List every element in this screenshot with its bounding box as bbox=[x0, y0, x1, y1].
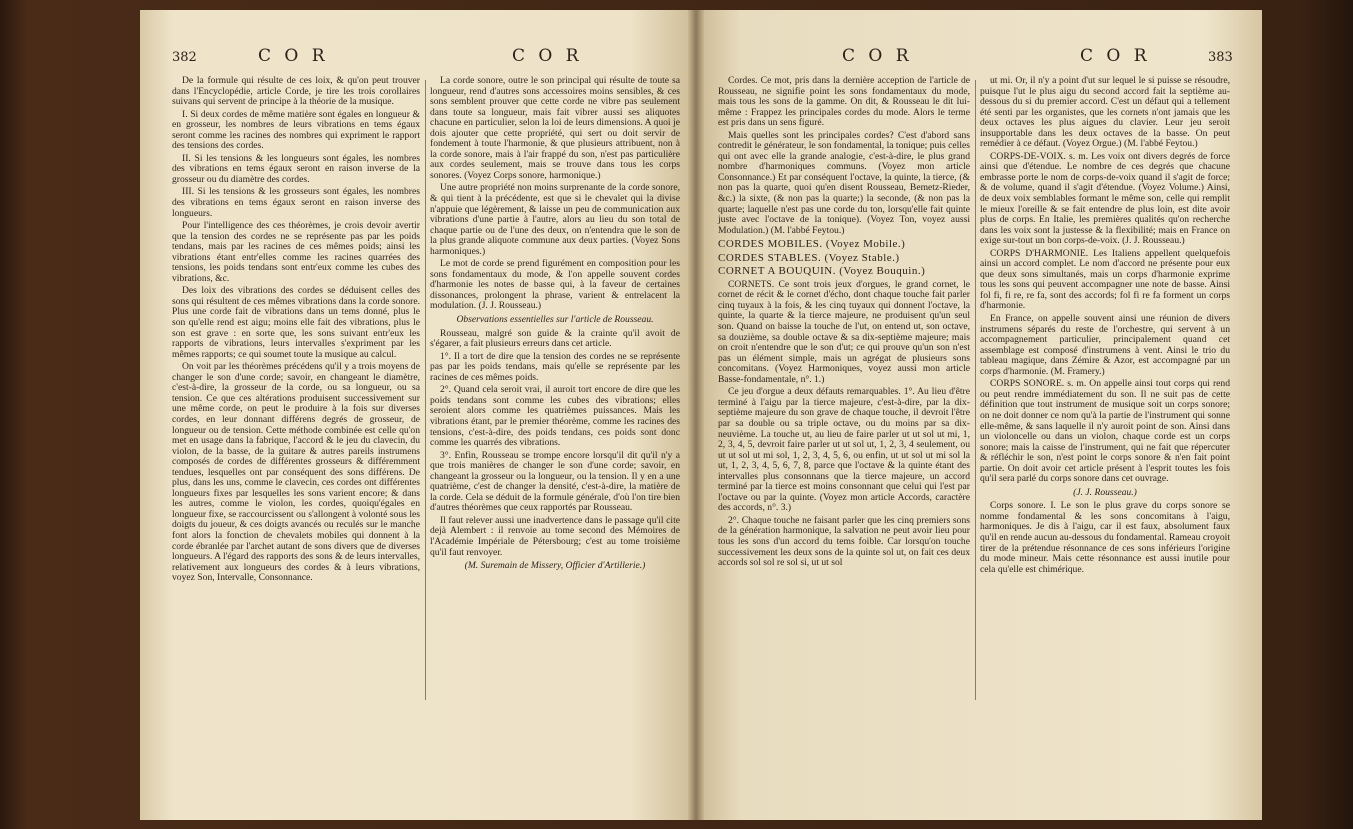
paragraph: Rousseau, malgré son guide & la crainte qu'il avoit de s'égarer, a fait plusieurs erreurs dans cet article. bbox=[430, 327, 680, 350]
paragraph: 1°. Il a tort de dire que la tension des cordes ne se représente pas par les poids tendans, mais qu'elle se représente par les racines de ces mêmes poids. bbox=[430, 350, 680, 383]
paragraph: ut mi. Or, il n'y a point d'ut sur lequel le si puisse se résoudre, puisque l'ut le plus aigu du second accord fait la septième au-dessous du si du premier accord. C'est un défaut qui a tellement été senti par les organistes, que les cornets n'ont jamais que les deux octaves les plus aigues du clavier. Leur jeu seroit insupportable dans les deux octaves de la basse. On peut remédier à ce défaut. (Voyez Orgue.) (M. l'abbé Feytou.) bbox=[980, 75, 1230, 150]
left-page-number: 382 bbox=[172, 50, 197, 65]
right-page-number: 383 bbox=[1208, 50, 1233, 65]
paragraph: CORPS-DE-VOIX. s. m. Les voix ont divers degrés de force ainsi que d'étendue. Le nombre de ces degrés que chacune embrasse porte le nom de corps-de-voix quand il s'agit de force; & de volume, quand il s'agit d'étendue. (Voyez Volume.) Ainsi, de deux voix semblables formant le même son, celle qui remplit le mieux l'oreille & se fait entendre de plus loin, est dite avoir plus de corps. En Italie, les premières qualités qu'on recherche dans les voix sont la justesse & la flexibilité; mais en France on exige sur-tout un bon corps-de-voix. (J. J. Rousseau.) bbox=[980, 150, 1230, 247]
paragraph: 2°. Chaque touche ne faisant parler que les cinq premiers sons de la génération harmonique, la salvation ne peut avoir lieu pour tous les sons d'un accord du tems foible. Car lorsqu'on touche successivement les deux sons de la quinte sol ut, on fait ces deux accords sol sol re sol si, ut ut sol bbox=[718, 514, 970, 569]
paragraph: III. Si les tensions & les grosseurs sont égales, les nombres des vibrations en tems égaux seront en raison inverse des longueurs. bbox=[172, 186, 420, 219]
paragraph: En France, on appelle souvent ainsi une réunion de divers instrumens séparés du reste de l'orchestre, qui servent à un accompagnement particulier, principalement quand cet assemblage est composé d'instrumens à vent. Ainsi le trio du tableau magique, dans Zémire & Azor, est accompagné par un corps d'harmonie. (M. Framery.) bbox=[980, 313, 1230, 377]
paragraph: Il faut relever aussi une inadvertence dans le passage qu'il cite dejà Alembert : il renvoie au tome second des Mémoires de l'Académie Impériale de Pétersbourg; c'est au tome troisième qu'il faut renvoyer. bbox=[430, 514, 680, 558]
paragraph: 2°. Quand cela seroit vrai, il auroit tort encore de dire que les poids tendans sont comme les cubes des vibrations; elles seroient alors comme les quatrièmes puissances. Mais les vibrations étant, par le premier théorème, comme les racines des tensions, c'est-à-dire, des poids tendans, ces poids sont donc comme les quarrés des vibrations. bbox=[430, 384, 680, 449]
column-divider bbox=[975, 80, 976, 700]
paragraph: Cordes. Ce mot, pris dans la dernière acception de l'article de Rousseau, ne signifie point les sons fondamentaux du mode, mais tous les sons de la gamme. On dit, & Rousseau le dit lui-même : Frappez les principales cordes du mode. Alors le terme est pris dans un sens figuré. bbox=[718, 75, 970, 129]
right-column-1 bbox=[718, 76, 970, 571]
left-column-1 bbox=[172, 76, 420, 586]
paragraph: CORPS SONORE. s. m. On appelle ainsi tout corps qui rend ou peut rendre immédiatement du son. Il ne suit pas de cette définition que tout instrument de musique soit un corps sonore; on ne doit donner ce nom qu'à la partie de l'instrument qui sonne elle-même, & sans laquelle il n'y auroit point de son. Ainsi dans un violoncelle ou dans un violon, chaque corde est un corps sonore; mais la caisse de l'instrument, qui ne fait que répercuter & réfléchir le son, n'est point le corps sonore & n'en fait point partie. On doit avoir cet article présent à l'esprit toutes les fois qu'il sera parlé du corps sonore dans cet ouvrage. bbox=[980, 378, 1230, 485]
paragraph: 3°. Enfin, Rousseau se trompe encore lorsqu'il dit qu'il n'y a que trois manières de changer le son d'une corde; savoir, en changeant la grosseur ou la longueur, ou la tension. Il y en a une quatrième, c'est de changer la densité, c'est-à-dire, la matière de la corde. Cela se déduit de la formule générale, d'où l'on tire bien d'autres théorèmes que ceux rapportés par Rousseau. bbox=[430, 449, 680, 514]
paragraph: Une autre propriété non moins surprenante de la corde sonore, & qui tient à la précédente, est que si le chevalet qui la divise n'appuie que légèrement, & laisse un peu de communication aux vibrations d'une partie à l'autre, alors au lieu du son total de chaque partie ou de l'une des deux, on n'entendra que le son de la plus grande aliquote commune aux deux parties. (Voyez Sons harmoniques.) bbox=[430, 182, 680, 257]
paragraph: Pour l'intelligence des ces théorèmes, je crois devoir avertir que la tension des cordes ne se représente pas par les poids tendans, mais par les racines de ces mêmes poids; ainsi les vibrations étant entr'elles comme les racines quarrées des tensions, les poids tendans sont entr'eux comme les cubes des vibrations, &c. bbox=[172, 220, 420, 284]
entry-heading: CORNET A BOUQUIN. (Voyez Bouquin.) bbox=[718, 265, 926, 278]
author-signature: (J. J. Rousseau.) bbox=[1073, 486, 1137, 498]
paragraph: II. Si les tensions & les longueurs sont égales, les nombres des vibrations en tems égaux seront en raison inverse de la grosseur ou du diamètre des cordes. bbox=[172, 152, 420, 185]
paragraph: I. Si deux cordes de même matière sont égales en longueur & en grosseur, les nombres de leurs vibrations en tems égaux seront comme les racines des nombres qui expriment le rapport des tensions des cordes. bbox=[172, 108, 420, 152]
paragraph: Ce jeu d'orgue a deux défauts remarquables. 1°. Au lieu d'être terminé à l'aigu par la tierce majeure, c'est-à-dire, par la dix-septième majeure du son grave de chaque touche, il devroit l'être par sa double ou sa triple octave, ou du moins par sa dix-neuvième. La touche ut, au lieu de faire parler ut ut sol ut mi, 1, 2, 3, 4, 5, devroit faire parler ut ut sol ut, 1, 2, 3, 4 seulement, ou ut ut sol ut mi sol, 1, 2, 3, 4, 5, 6, ou enfin, ut ut sol ut mi sol la ut, 1, 2, 3, 4, 5, 6, 7, 8, parce que l'octave & la quinte étant des intervalles plus consonnans que la tierce majeure, un accord terminé par la tierce est moins consonnant que celui qui l'est par l'octave ou par la quinte. (Voyez mon article Accords, caractère des accords, n°. 3.) bbox=[718, 386, 970, 514]
entry-heading: CORDES STABLES. (Voyez Stable.) bbox=[718, 251, 900, 264]
paragraph: On voit par les théorèmes précédens qu'il y a trois moyens de changer le son d'une corde; savoir, en changeant le diamètre, c'est-à-dire, la grosseur de la corde, ou sa longueur, ou sa tension. Ce que ces altérations produisent successivement sur une même corde, on peut le produire à la fois sur diverses cordes, en leur donnant différens degrés de grosseur, de longueur ou de tension. Cette méthode combinée est celle qu'on met en usage dans la fabrique, l'accord & le jeu du clavecin, du violon, de la basse, de la guitare & autres pareils instrumens composés de cordes de différentes grosseurs & différemment tendues, lesquelles ont par conséquent des sons différens. De plus, dans les uns, comme le clavecin, ces cordes ont différentes longueurs fixes par lesquelles les sons varient encore; & dans les autres, comme le violon, les cordes, quoiqu'égales en longueur fixe, se raccourcissent ou s'allongent à volonté sous les doigts du joueur, & ces doigts avancés ou reculés sur le manche font alors la fonction de chevalets mobiles qui donnent à la corde ébranlée par l'archet autant de sons divers que de diverses longueurs. A l'égard des rapports des sons & de leurs intervalles, relativement aux longueurs des cordes & à leurs vibrations, voyez Son, Intervalle, Consonnance. bbox=[172, 361, 420, 584]
right-running-head-1: C O R bbox=[842, 46, 913, 66]
paragraph: CORNETS. Ce sont trois jeux d'orgues, le grand cornet, le cornet de récit & le cornet d'écho, dont chaque touche fait parler cinq tuyaux à la fois, & les cinq tuyaux qui donnent l'octave, la quinte, la quarte & la tierce majeure, ne produisent qu'un seul son. Quand on baisse la touche de l'ut, on entend ut, son octave, sa douzième, sa double octave & sa dix-septième majeure; mais on croit n'entendre que le son d'ut; ce qui prouve qu'un son n'est pas un élément simple, mais un agrégat de plusieurs sons concomitans. (Voyez Harmoniques, voyez aussi mon article Basse-fondamentale, n°. 1.) bbox=[718, 278, 970, 385]
paragraph: Mais quelles sont les principales cordes? C'est d'abord sans contredit le générateur, le son fondamental, la tonique; puis celles qui ont avec elle la grande analogie, c'est-à-dire, le plus grand nombre d'harmoniques communs. (Voyez mon article Consonnance.) Et par conséquent l'octave, la quinte, la tierce, (& non pas la quarte, quoi qu'en disent Rousseau, Bemetz-Rieder, &c.) la sixte, (& non pas la quarte;) la seconde, (& non pas la quarte; laquelle n'est pas une corde du ton, lorsqu'elle fait quinte juste avec l'octave de la tonique). (Voyez Ton, voyez aussi Modulation.) (M. l'abbé Feytou.) bbox=[718, 129, 970, 236]
column-divider bbox=[425, 80, 426, 700]
left-running-head-1: C O R bbox=[258, 46, 329, 66]
paragraph: Le mot de corde se prend figurément en composition pour les sons fondamentaux du mode, & l'on appelle souvent cordes d'harmonie les notes de basse qui, à la faveur de certaines dissonances, prolongent la phrase, varient & entrelacent la modulation. (J. J. Rousseau.) bbox=[430, 258, 680, 312]
book-gutter bbox=[688, 10, 704, 820]
paragraph: Corps sonore. I. Le son le plus grave du corps sonore se nomme fondamental & les sons concomitans à l'aigu, harmoniques. Je dis à l'aigu, car il est faux, absolument faux qu'il en rende aucun au-dessous du fondamental. Rameau croyoit tirer de la prétendue résonnance de ces sons inférieurs l'origine du mode mineur. Mais cette résonnance est aussi inutile pour cela qu'elle est chimérique. bbox=[980, 500, 1230, 575]
left-column-2 bbox=[430, 76, 680, 575]
author-signature: (M. Suremain de Missery, Officier d'Artillerie.) bbox=[464, 560, 646, 572]
paragraph: De la formule qui résulte de ces loix, & qu'on peut trouver dans l'Encyclopédie, article Corde, je tire les trois corollaires suivans qui servent de principe à la théorie de la musique. bbox=[172, 75, 420, 108]
right-column-2 bbox=[980, 76, 1230, 577]
paragraph: La corde sonore, outre le son principal qui résulte de toute sa longueur, rend d'autres sons accessoires moins sensibles, & ces sons semblent prouver que cette corde ne vibre pas seulement dans toute sa longueur, mais fait vibrer aussi ses aliquotes chacune en particulier, selon la loi de leurs dimensions. A quoi je dois ajouter que cette propriété, qui sert ou doit servir de fondement à toute l'harmonie, & que plusieurs attribuent, non à la corde sonore, mais à l'air frappé du son, n'est pas particulière aux cordes seulement, mais se trouve dans tous les corps sonores. (Voyez Corps sonore, harmonique.) bbox=[430, 75, 680, 181]
entry-heading: CORDES MOBILES. (Voyez Mobile.) bbox=[718, 238, 906, 251]
left-running-head-2: C O R bbox=[512, 46, 583, 66]
paragraph: Des loix des vibrations des cordes se déduisent celles des sons qui résultent de ces mêmes vibrations dans la corde sonore. Plus une corde fait de vibrations dans un tems donné, plus le son qu'elle rend est aigu; moins elle fait des vibrations, plus le son est grave : en sorte que, les sons suivant entr'eux les rapports de vibrations, leurs intervalles s'expriment par les mêmes rapports; ce qui soumet toute la musique au calcul. bbox=[172, 285, 420, 360]
right-running-head-2: C O R bbox=[1080, 46, 1151, 66]
paragraph: CORPS D'HARMONIE. Les Italiens appellent quelquefois ainsi un accord complet. Le nom d'accord ne présente pour eux que deux sons simultanés, mais un corps d'harmonie exprime tous les sons qui peuvent accompagner une note de basse. Ainsi fol fi, fi re, re fa, sont des accords; fol fi re fa forment un corps d'harmonie. bbox=[980, 247, 1230, 312]
section-heading: Observations essentielles sur l'article de Rousseau. bbox=[456, 314, 654, 326]
